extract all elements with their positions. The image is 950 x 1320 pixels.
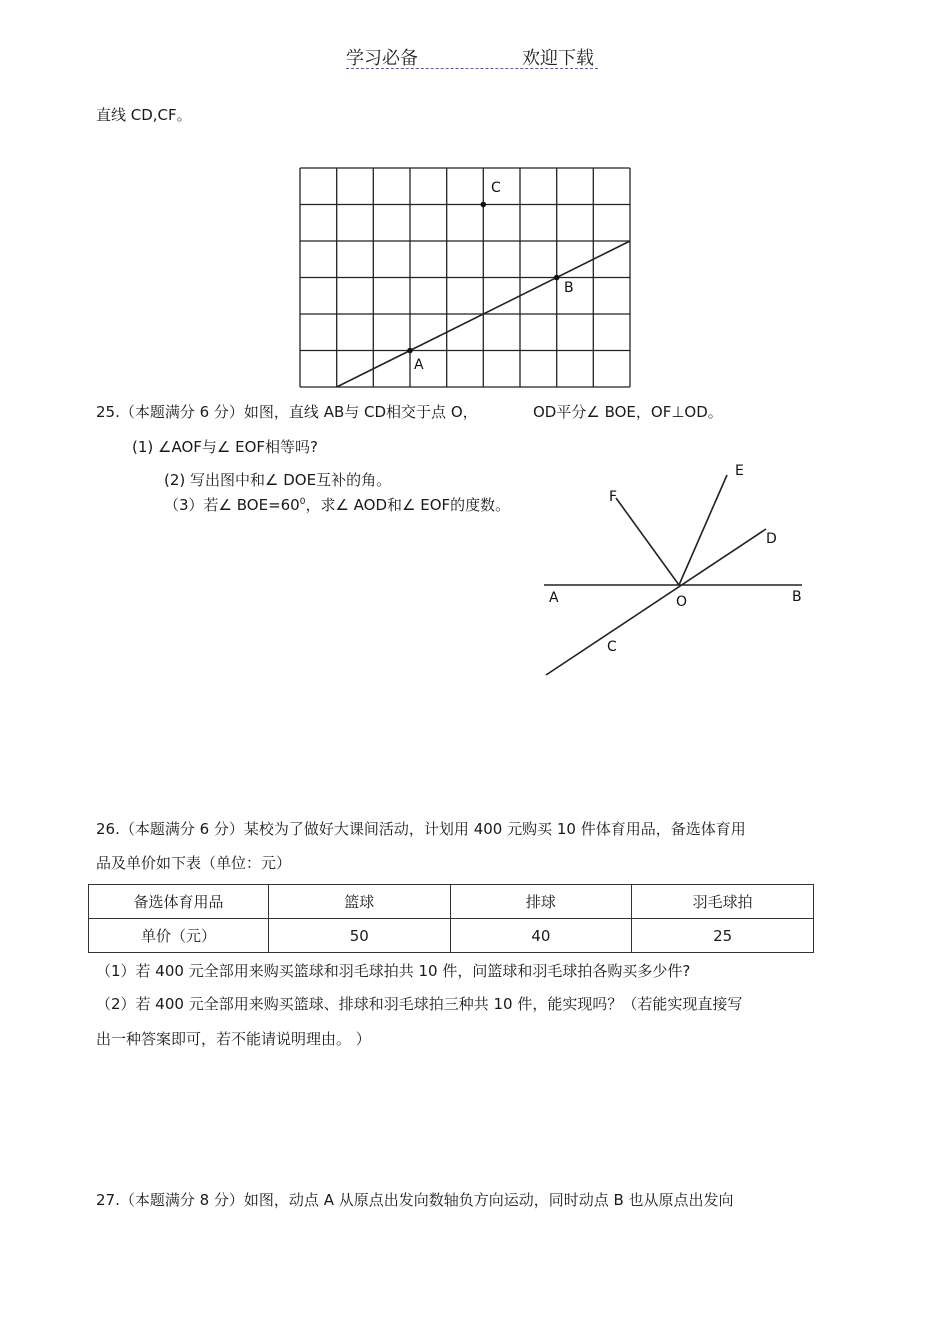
point-b [554,275,560,281]
table-row [89,919,814,953]
table-header-row [89,885,814,919]
label-o: O [676,594,688,610]
table-cell: 40 [450,919,632,953]
q26-part2a: （2）若 400 元全部用来购买篮球、排球和羽毛球拍三种共 10 件，能实现吗？（若能实现直接写 [96,995,743,1013]
header-divider [346,68,598,69]
q25-part3-a: （3）若∠ BOE=60 [164,496,300,514]
ray-of [616,498,679,585]
q25-part3-b: ，求∠ AOD和∠ EOF的度数。 [305,496,511,514]
header-right: 欢迎下载 [522,48,594,69]
table-header-cell: 备选体育用品 [89,885,269,919]
point-a [407,348,413,354]
price-table [88,884,814,953]
q25-stem-b: OD平分∠ BOE，OF⊥OD。 [533,403,723,421]
label-b: B [564,280,574,296]
q25-part2: (2) 写出图中和∠ DOE互补的角。 [164,471,392,489]
grid-figure [290,160,640,396]
q26-part1: （1）若 400 元全部用来购买篮球和羽毛球拍共 10 件，问篮球和羽毛球拍各购买多少件? [96,962,691,980]
line-cd [546,529,766,675]
q25-stem-a: 25.（本题满分 6 分）如图，直线 AB与 CD相交于点 O， [96,403,478,421]
table-cell: 单价（元） [89,919,269,953]
table-cell: 50 [268,919,450,953]
table-header-cell: 羽毛球拍 [632,885,814,919]
intro-line: 直线 CD,CF。 [96,106,192,124]
q27-line1: 27.（本题满分 8 分）如图，动点 A 从原点出发向数轴负方向运动，同时动点 B 也从原点出发向 [96,1191,734,1209]
grid-lines [300,168,630,387]
label-a: A [549,590,559,606]
q26-part2b: 出一种答案即可，若不能请说明理由。 ） [96,1030,371,1048]
angle-figure [540,455,820,685]
label-b: B [792,589,802,605]
q25-part3 [164,494,510,515]
point-c [481,202,487,208]
label-a: A [414,357,424,373]
label-d: D [766,531,777,547]
q25-part3-degree: 0 [299,497,306,507]
table-cell: 25 [632,919,814,953]
q25-part1: (1) ∠AOF与∠ EOF相等吗? [132,438,318,456]
label-c: C [491,180,501,196]
label-e: E [735,463,744,479]
label-f: F [609,489,618,505]
ray-oe [679,475,727,585]
header-left: 学习必备 [346,48,418,69]
label-c: C [607,639,617,655]
q26-line2: 品及单价如下表（单位：元） [96,854,292,872]
table-header-cell: 排球 [450,885,632,919]
q26-line1: 26.（本题满分 6 分）某校为了做好大课间活动，计划用 400 元购买 10 件体育用品，备选体育用 [96,820,746,838]
table-header-cell: 篮球 [268,885,450,919]
